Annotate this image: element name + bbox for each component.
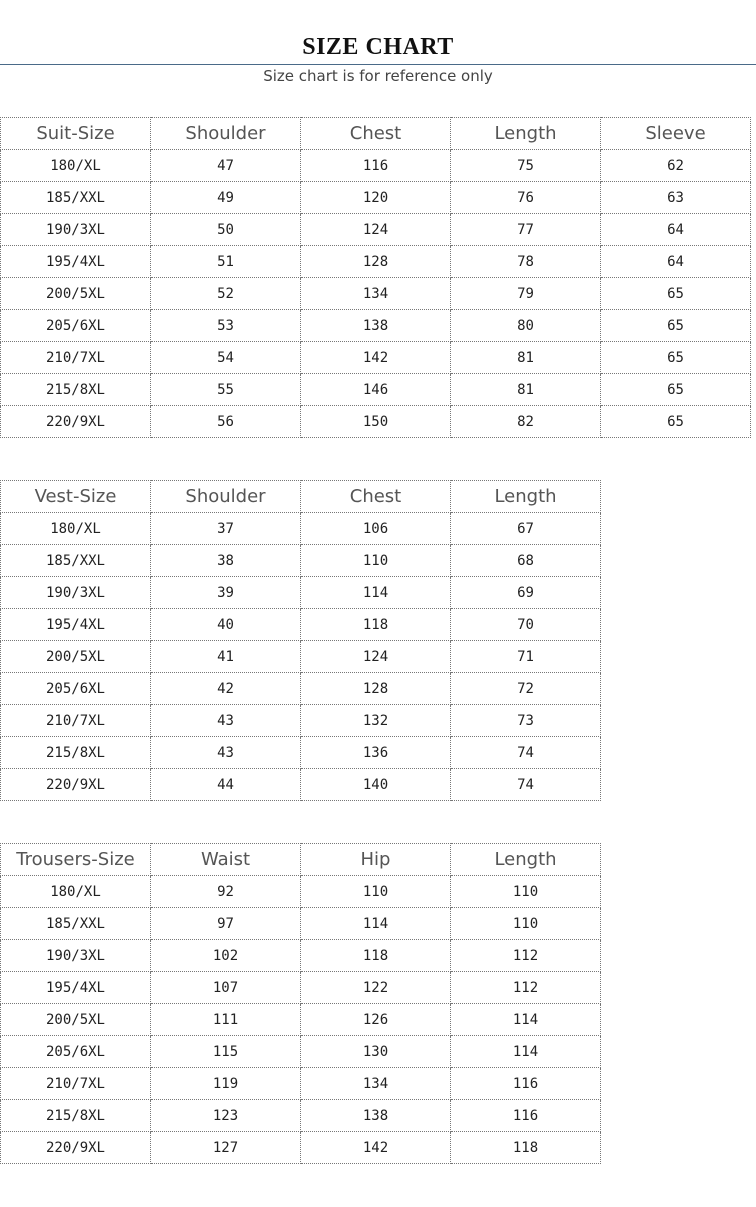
table-row (1, 310, 751, 342)
table-cell: 180/XL (1, 513, 151, 545)
table-cell: 54 (151, 342, 301, 374)
table-row (1, 374, 751, 406)
table-cell: 78 (451, 246, 601, 278)
table-row (1, 769, 601, 801)
title-divider (0, 64, 756, 65)
table-cell: 195/4XL (1, 972, 151, 1004)
table-cell: 43 (151, 737, 301, 769)
table-row (1, 278, 751, 310)
table-cell: 190/3XL (1, 577, 151, 609)
table-cell: 122 (301, 972, 451, 1004)
trousers-column-header: Length (451, 844, 601, 876)
table-cell: 79 (451, 278, 601, 310)
table-cell: 190/3XL (1, 940, 151, 972)
suit-column-header: Shoulder (151, 118, 301, 150)
table-cell: 142 (301, 1132, 451, 1164)
table-cell: 115 (151, 1036, 301, 1068)
table-cell: 128 (301, 673, 451, 705)
table-cell: 134 (301, 278, 451, 310)
table-cell: 114 (451, 1036, 601, 1068)
table-row (1, 1004, 601, 1036)
table-row (1, 513, 601, 545)
table-cell: 77 (451, 214, 601, 246)
table-cell: 200/5XL (1, 641, 151, 673)
table-cell: 195/4XL (1, 246, 151, 278)
table-cell: 118 (301, 940, 451, 972)
table-cell: 81 (451, 342, 601, 374)
table-row (1, 342, 751, 374)
table-cell: 80 (451, 310, 601, 342)
vest-column-header: Length (451, 481, 601, 513)
table-cell: 71 (451, 641, 601, 673)
table-cell: 67 (451, 513, 601, 545)
table-cell: 185/XXL (1, 182, 151, 214)
table-cell: 123 (151, 1100, 301, 1132)
table-cell: 44 (151, 769, 301, 801)
table-cell: 200/5XL (1, 278, 151, 310)
table-cell: 75 (451, 150, 601, 182)
table-cell: 114 (451, 1004, 601, 1036)
table-cell: 65 (601, 406, 751, 438)
table-cell: 74 (451, 769, 601, 801)
table-cell: 195/4XL (1, 609, 151, 641)
vest-column-header: Vest-Size (1, 481, 151, 513)
table-cell: 42 (151, 673, 301, 705)
table-cell: 47 (151, 150, 301, 182)
table-cell: 49 (151, 182, 301, 214)
table-cell: 65 (601, 278, 751, 310)
table-cell: 114 (301, 908, 451, 940)
table-cell: 138 (301, 310, 451, 342)
suit-column-header: Sleeve (601, 118, 751, 150)
table-cell: 110 (301, 545, 451, 577)
table-row (1, 1132, 601, 1164)
table-cell: 128 (301, 246, 451, 278)
table-cell: 64 (601, 214, 751, 246)
table-cell: 53 (151, 310, 301, 342)
table-cell: 124 (301, 641, 451, 673)
table-cell: 106 (301, 513, 451, 545)
table-cell: 150 (301, 406, 451, 438)
page-title: SIZE CHART (302, 34, 454, 60)
table-cell: 112 (451, 972, 601, 1004)
table-cell: 130 (301, 1036, 451, 1068)
table-cell: 51 (151, 246, 301, 278)
trousers-size-table (0, 843, 601, 1164)
table-row (1, 1100, 601, 1132)
table-cell: 92 (151, 876, 301, 908)
table-cell: 118 (451, 1132, 601, 1164)
table-cell: 73 (451, 705, 601, 737)
table-cell: 200/5XL (1, 1004, 151, 1036)
table-cell: 210/7XL (1, 1068, 151, 1100)
table-cell: 65 (601, 310, 751, 342)
table-cell: 210/7XL (1, 342, 151, 374)
table-cell: 102 (151, 940, 301, 972)
table-row (1, 1036, 601, 1068)
table-row (1, 246, 751, 278)
table-cell: 70 (451, 609, 601, 641)
table-row (1, 908, 601, 940)
table-cell: 146 (301, 374, 451, 406)
suit-size-table (0, 117, 751, 438)
trousers-column-header: Waist (151, 844, 301, 876)
table-cell: 64 (601, 246, 751, 278)
table-cell: 110 (451, 908, 601, 940)
table-row (1, 972, 601, 1004)
table-cell: 43 (151, 705, 301, 737)
suit-header-row (1, 118, 751, 150)
table-cell: 82 (451, 406, 601, 438)
table-cell: 136 (301, 737, 451, 769)
table-row (1, 406, 751, 438)
table-cell: 215/8XL (1, 1100, 151, 1132)
table-cell: 76 (451, 182, 601, 214)
table-row (1, 1068, 601, 1100)
table-row (1, 577, 601, 609)
table-cell: 72 (451, 673, 601, 705)
trousers-column-header: Trousers-Size (1, 844, 151, 876)
table-row (1, 609, 601, 641)
table-cell: 120 (301, 182, 451, 214)
suit-column-header: Length (451, 118, 601, 150)
table-cell: 97 (151, 908, 301, 940)
table-cell: 220/9XL (1, 769, 151, 801)
table-cell: 140 (301, 769, 451, 801)
trousers-header-row (1, 844, 601, 876)
table-cell: 37 (151, 513, 301, 545)
table-cell: 39 (151, 577, 301, 609)
suit-column-header: Suit-Size (1, 118, 151, 150)
table-cell: 142 (301, 342, 451, 374)
table-row (1, 182, 751, 214)
table-row (1, 150, 751, 182)
table-row (1, 641, 601, 673)
table-row (1, 737, 601, 769)
table-cell: 81 (451, 374, 601, 406)
table-cell: 124 (301, 214, 451, 246)
table-cell: 220/9XL (1, 1132, 151, 1164)
table-cell: 111 (151, 1004, 301, 1036)
table-cell: 126 (301, 1004, 451, 1036)
table-cell: 65 (601, 342, 751, 374)
table-cell: 118 (301, 609, 451, 641)
table-cell: 110 (451, 876, 601, 908)
vest-header-row (1, 481, 601, 513)
table-cell: 116 (301, 150, 451, 182)
table-cell: 205/6XL (1, 673, 151, 705)
table-cell: 38 (151, 545, 301, 577)
table-row (1, 214, 751, 246)
vest-column-header: Shoulder (151, 481, 301, 513)
table-cell: 185/XXL (1, 545, 151, 577)
table-cell: 74 (451, 737, 601, 769)
table-cell: 50 (151, 214, 301, 246)
table-cell: 205/6XL (1, 310, 151, 342)
table-row (1, 545, 601, 577)
table-cell: 112 (451, 940, 601, 972)
table-cell: 215/8XL (1, 737, 151, 769)
table-cell: 110 (301, 876, 451, 908)
table-cell: 114 (301, 577, 451, 609)
table-cell: 52 (151, 278, 301, 310)
table-row (1, 940, 601, 972)
table-row (1, 705, 601, 737)
table-row (1, 876, 601, 908)
table-cell: 62 (601, 150, 751, 182)
table-cell: 190/3XL (1, 214, 151, 246)
table-cell: 107 (151, 972, 301, 1004)
table-cell: 65 (601, 374, 751, 406)
table-cell: 185/XXL (1, 908, 151, 940)
table-cell: 55 (151, 374, 301, 406)
table-cell: 68 (451, 545, 601, 577)
table-cell: 119 (151, 1068, 301, 1100)
table-cell: 180/XL (1, 150, 151, 182)
vest-size-table (0, 480, 601, 801)
vest-column-header: Chest (301, 481, 451, 513)
table-cell: 116 (451, 1100, 601, 1132)
page-subtitle: Size chart is for reference only (263, 67, 493, 85)
table-cell: 210/7XL (1, 705, 151, 737)
suit-column-header: Chest (301, 118, 451, 150)
table-cell: 220/9XL (1, 406, 151, 438)
table-cell: 127 (151, 1132, 301, 1164)
table-cell: 132 (301, 705, 451, 737)
table-cell: 41 (151, 641, 301, 673)
table-cell: 134 (301, 1068, 451, 1100)
table-cell: 63 (601, 182, 751, 214)
table-row (1, 673, 601, 705)
table-cell: 138 (301, 1100, 451, 1132)
trousers-column-header: Hip (301, 844, 451, 876)
table-cell: 215/8XL (1, 374, 151, 406)
table-cell: 40 (151, 609, 301, 641)
table-cell: 205/6XL (1, 1036, 151, 1068)
table-cell: 69 (451, 577, 601, 609)
table-cell: 56 (151, 406, 301, 438)
table-cell: 116 (451, 1068, 601, 1100)
table-cell: 180/XL (1, 876, 151, 908)
